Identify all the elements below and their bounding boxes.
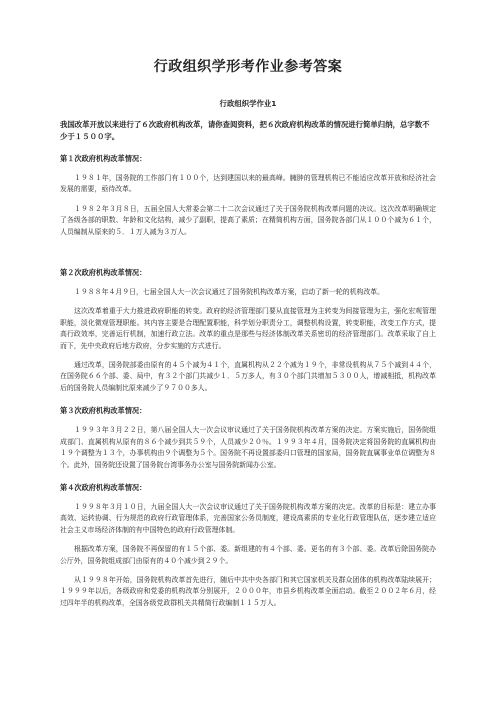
paragraph: １９９３年３月２２日，第八届全国人大一次会议审议通过了关于国务院机构改革方案的决定。方案实施后，国务院组成部门、直属机构从原有的８６个减少到共５９个，人员减少２０％。１９９３年４月，国务院决定将国务院的直属机构由１９个调整为１３个，办事机构由９个调整为５个。国务院不再设置部委归口管理的国家局，国务院直属事业单位调整为８个。此外，国务院还设置了国务院台湾事务办公室与国务院新闻办公室。 bbox=[60, 426, 436, 469]
document-subtitle: 行政组织学作业1 bbox=[219, 99, 277, 108]
assignment-question: 我国改革开放以来进行了６次政府机构改革，请你查阅资料，把６次政府机构改革的情况进行简单归纳，总字数不少于１５００字。 bbox=[60, 120, 430, 141]
paragraph: 根据改革方案，国务院不再保留的有１５个部、委。新组建的有４个部、委。更名的有３个部、委。改革后除国务院办公厅外，国务院组成部门由原有的４０个减少到２９个。 bbox=[60, 545, 436, 565]
section-heading: 第２次政府机构改革情况： bbox=[60, 268, 147, 278]
section-4 bbox=[60, 483, 436, 609]
document-title: 行政组织学形考作业参考答案 bbox=[153, 59, 343, 75]
paragraph: １９８２年３月８日，五届全国人大常委会第二十二次会议通过了关于国务院机构改革问题的决议。这次改革明确规定了各级各部的职数、年龄和文化结构，减少了副职，提高了素质；在精简机构方面，国务院各部门从１００个减为６１个，人员编制从原来的５．１万人减为３万人。 bbox=[60, 204, 436, 236]
section-heading: 第３次政府机构改革情况： bbox=[60, 406, 147, 416]
paragraph: １９９８年３月１０日，九届全国人大一次会议审议通过了关于国务院机构改革方案的决定。改革的目标是：建立办事高效、运转协调、行为规范的政府行政管理体系，完善国家公务员制度，建设高素质的专业化行政管理队伍，逐步建立适应社会主义市场经济体制的有中国特色的政府行政管理体制。 bbox=[60, 502, 436, 534]
paragraph: １９８８年４月９日，七届全国人大一次会议通过了国务院机构改革方案，启动了新一轮的机构改革。 bbox=[74, 288, 385, 297]
paragraph: 从１９９８年开始，国务院机构改革首先进行，随后中共中央各部门和其它国家机关及群众团体的机构改革陆续展开；１９９９年以后，各级政府和党委的机构改革分别展开，２０００年，市县乡机构改革全面启动。截至２００２年６月，经过四年半的机构改革，全国各级党政群机关共精简行政编制１１５万人。 bbox=[60, 575, 436, 607]
section-2 bbox=[60, 268, 436, 394]
section-heading: 第４次政府机构改革情况： bbox=[60, 482, 147, 492]
section-heading: 第１次政府机构改革情况： bbox=[60, 154, 147, 163]
paragraph: 这次改革着重于大力推进政府职能的转变。政府的经济管理部门要从直接管理为主转变为间接管理为主，强化宏观管理职能，淡化微观管理职能。其内容主要是合理配置职能，科学划分职责分工，调整机构设置，转变职能，改变工作方式，提高行政效率，完善运行机制，加速行政立法。改革的重点是那些与经济体制改革关系密切的经济管理部门。改革采取了自上而下，先中央政府后地方政府，分步实施的方式进行。 bbox=[60, 307, 436, 350]
section-3 bbox=[60, 406, 436, 471]
paragraph: １９８１年，国务院的工作部门有１００个，达到建国以来的最高峰。臃肿的管理机构已不能适应改革开放和经济社会发展的需要，亟待改革。 bbox=[60, 174, 436, 194]
section-1 bbox=[60, 154, 436, 238]
paragraph: 通过改革，国务院部委由原有的４５个减为４１个，直属机构从２２个减为１９个，非常设机构从７５个减到４４个，在国务院６６个部、委、局中，有３２个部门共减少１．５万多人，有３０个部门共增加５３００人，增减相抵，机构改革后的国务院人员编制比原来减少了９７００多人。 bbox=[60, 361, 436, 392]
